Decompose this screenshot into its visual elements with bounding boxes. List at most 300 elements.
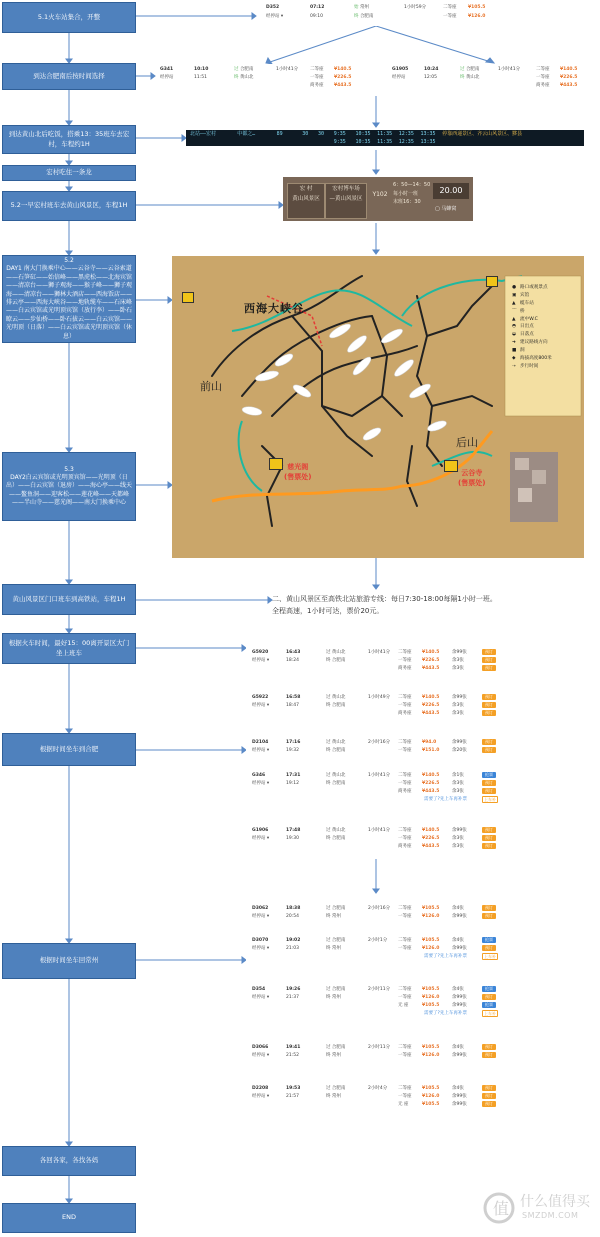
flow-step-leave-time [2, 633, 136, 664]
ticket-seat-name: 二等座 [398, 987, 412, 992]
grab-ticket-button[interactable]: 抢票 [482, 986, 496, 992]
flow-step-text: 到达合肥南后按时间选择 [33, 71, 105, 80]
legend-item [512, 323, 578, 331]
ticket-g1905 [390, 64, 594, 94]
ticket-seat-price: ¥126.0 [422, 995, 440, 1000]
ticket-seat-name: 一等座 [398, 703, 412, 708]
flow-step-text: 黄山风景区门口班车到高铁站，车程1H [12, 594, 126, 603]
ticket-arr-station: 终 常州 [326, 1053, 341, 1058]
ticket-duration: 1小时41分 [368, 650, 391, 655]
train-ticket-card[interactable] [246, 825, 506, 859]
ticket-dep-time: 16:58 [286, 695, 301, 700]
ticket-dep-station: 过 黄山北 [326, 650, 346, 655]
ticket-arr-time: 18:24 [286, 658, 299, 663]
ticket-arr-time: 18:47 [286, 703, 299, 708]
ticket-seat-remaining: 余3张 [452, 781, 464, 786]
legend-item [512, 292, 578, 300]
legend-label: 日落点 [520, 332, 534, 338]
ticket-seat-name: 一等座 [398, 1094, 412, 1099]
legend-label: 步行时间 [520, 363, 539, 369]
ticket-train-no: G346 [252, 773, 266, 778]
ticket-seat-price: ¥226.5 [422, 836, 440, 841]
ticket-office-icon [444, 460, 458, 472]
altitude-icon: ◆ [512, 356, 516, 362]
ticket-seat-name: 商务座 [398, 844, 412, 849]
ticket-seat-price: ¥105.5 [422, 1045, 440, 1050]
ticket-seat-name: 二等座 [398, 1086, 412, 1091]
ticket-seat-name: 无 座 [398, 1102, 409, 1107]
legend-label: 洞 [520, 348, 525, 354]
ticket-dep-station: 过 合肥南 [326, 987, 346, 992]
ticket-subtitle: 经停站 ▾ [252, 781, 270, 786]
bus-schedule-cell: 13:35 [420, 139, 436, 145]
ticket-seat-remaining: 余3张 [452, 789, 464, 794]
ticket-seat-remaining: 余20张 [452, 748, 467, 753]
sign-schedule: 每小时一班 [393, 190, 419, 197]
hotel-icon: ▣ [512, 292, 517, 298]
ticket-train-no: G1906 [252, 828, 269, 833]
ticket-train-no: G1905 [392, 67, 409, 72]
bus-schedule-cell [442, 139, 580, 146]
book-button[interactable]: 预订 [482, 710, 496, 716]
ticket-seat-remaining: 余99张 [452, 650, 467, 655]
legend-item [512, 331, 578, 339]
ticket-dep-time: 19:02 [286, 938, 301, 943]
train-ticket-card[interactable] [246, 1083, 506, 1117]
ticket-arr-time: 19:12 [286, 781, 299, 786]
ticket-seat-price: ¥443.5 [560, 83, 578, 88]
train-ticket-card[interactable] [246, 770, 506, 812]
sunrise-icon: ◓ [512, 324, 517, 330]
ticket-seat-price: ¥140.5 [422, 773, 440, 778]
ticket-seat-remaining: 余1张 [452, 773, 464, 778]
ticket-dep-station: 过 合肥南 [326, 938, 346, 943]
ticket-top [258, 2, 494, 26]
ticket-seat-price: ¥226.5 [422, 781, 440, 786]
ticket-dep-time: 10:10 [194, 67, 209, 72]
ticket-arr-time: 11:51 [194, 75, 207, 80]
bus-schedule-cell [302, 139, 318, 146]
flow-step-day1 [2, 255, 136, 343]
ticket-duration: 2小时16分 [368, 740, 391, 745]
flow-step-huangshan-north [2, 125, 136, 154]
legend-item [512, 355, 578, 363]
shuttle-note-line: 全程高速，1小时可达，票价20元。 [272, 606, 384, 615]
flow-step-bus-to-station [2, 584, 136, 615]
ticket-seat-remaining: 余99张 [452, 1053, 467, 1058]
ticket-arr-time: 09:10 [310, 14, 323, 19]
ticket-seat-price: ¥140.5 [334, 67, 352, 72]
bus-schedule-board [186, 130, 584, 146]
flow-step-text: 5.2一早宏村班车去黄山风景区，车程1H [10, 201, 128, 210]
book-button[interactable]: 预订 [482, 702, 496, 708]
ticket-seat-name: 一等座 [398, 914, 412, 919]
ticket-seat-price: ¥443.5 [422, 789, 440, 794]
ticket-extra-note: 需要了?先上车再补票 [424, 1011, 467, 1016]
bus-schedule-cell: 9:35 [333, 139, 346, 145]
ticket-extra-button[interactable]: 上车补 [484, 954, 496, 959]
ticket-train-no: D2104 [252, 740, 269, 745]
flow-step-text: 根据时间坐车回常州 [39, 956, 99, 965]
book-button[interactable]: 预订 [482, 694, 496, 700]
ticket-extra-note: 需要了?先上车再补票 [424, 954, 467, 959]
ticket-dep-station: 始 常州 [354, 5, 369, 10]
ticket-train-no: D354 [252, 987, 266, 992]
cable-car-icon [182, 292, 194, 303]
ticket-seat-remaining: 余4张 [452, 1086, 464, 1091]
ticket-arr-time: 12:05 [424, 75, 437, 80]
ticket-arr-station: 终 合肥南 [326, 703, 346, 708]
shuttle-note-line: 二、黄山风景区至高铁北站旅游专线：每日7:30-18:00每隔1小时一班。 [272, 595, 497, 603]
legend-item [512, 300, 578, 308]
ticket-seat-remaining: 余99张 [452, 740, 467, 745]
legend-item [512, 363, 578, 371]
ticket-seat-price: ¥443.5 [422, 666, 440, 671]
ticket-seat-name: 二等座 [443, 5, 457, 10]
ticket-seat-price: ¥140.5 [422, 695, 440, 700]
ticket-seat-name: 一等座 [398, 658, 412, 663]
legend-label: 桥 [520, 308, 525, 314]
arrow-icon: ➜ [512, 340, 516, 346]
ticket-duration: 1小时59分 [404, 5, 427, 10]
ticket-extra-note: 需要了?先上车再补票 [424, 797, 467, 802]
train-ticket-card[interactable] [246, 692, 506, 726]
ticket-seat-name: 商务座 [398, 666, 412, 671]
book-button[interactable]: 预订 [482, 843, 496, 849]
bus-schedule-cell: 30 [318, 131, 325, 137]
ticket-dep-station: 过 合肥南 [326, 906, 346, 911]
ticket-seat-name: 一等座 [310, 75, 324, 80]
ticket-arr-station: 终 常州 [326, 914, 341, 919]
book-button[interactable]: 预订 [482, 1052, 496, 1058]
book-button[interactable]: 预订 [482, 649, 496, 655]
ticket-arr-station: 终 常州 [326, 995, 341, 1000]
ticket-subtitle: 经停站 ▾ [252, 703, 270, 708]
ticket-seat-name: 一等座 [536, 75, 550, 80]
train-ticket-card[interactable] [246, 1042, 506, 1068]
ticket-seat-name: 一等座 [398, 1053, 412, 1058]
book-button[interactable]: 预订 [482, 739, 496, 745]
flow-step-gather [2, 2, 136, 33]
shuttle-note [272, 594, 497, 618]
bus-schedule-cell: 89 [276, 131, 283, 137]
sign-stop-dest: —黄山风景区 [329, 196, 363, 203]
ticket-seat-price: ¥105.5 [422, 1086, 440, 1091]
ticket-dep-station: 过 合肥南 [460, 67, 480, 72]
ticket-seat-name: 商务座 [398, 789, 412, 794]
cable-car-icon [486, 276, 498, 287]
ticket-dep-station: 过 合肥南 [326, 1045, 346, 1050]
bus-schedule-cell: 中都之… [237, 131, 256, 137]
legend-item [512, 284, 578, 292]
smzdm-watermark [482, 1187, 592, 1227]
ticket-seat-price: ¥126.0 [468, 14, 486, 19]
legend-item [512, 347, 578, 355]
ticket-seat-price: ¥105.5 [422, 987, 440, 992]
map-title: 西海大峡谷 [244, 302, 304, 315]
ticket-seat-price: ¥105.5 [422, 1003, 440, 1008]
book-button[interactable]: 预订 [482, 788, 496, 794]
flow-step-text: 5.2 DAY1 南大门换乘中心——云谷寺——云谷索道——石笋矼——始信峰——黑虎松——北海宾馆——清凉台——狮子观海——猴子峰——狮子观海——清凉台——狮林大酒店——西海饭店——排云亭——西海大峡谷——地轨缆车——石床峰——白云宾馆或光明顶宾馆（放行李）——卧石瞭云——步仙桥——卧石拔云——白云宾馆——光明顶（日落）——白云宾馆或光明顶宾馆（休息） [6, 257, 133, 340]
ticket-seat-name: 一等座 [398, 995, 412, 1000]
ticket-duration: 1小时41分 [368, 773, 391, 778]
sign-origin: 宏 村 [299, 186, 313, 192]
watermark-title: 什么值得买 [520, 1194, 590, 1210]
ticket-seat-name: 二等座 [398, 1045, 412, 1050]
grab-ticket-button[interactable]: 抢票 [482, 1002, 496, 1008]
book-button[interactable]: 预订 [482, 1044, 496, 1050]
ticket-extra-button[interactable]: 上车补 [484, 1011, 496, 1016]
flow-step-hefei-south [2, 63, 136, 90]
ticket-seat-name: 商务座 [310, 83, 324, 88]
train-ticket-card[interactable] [246, 737, 506, 763]
ticket-seat-remaining: 余3张 [452, 666, 464, 671]
ticket-seat-name: 一等座 [443, 14, 457, 19]
ticket-dep-time: 19:53 [286, 1086, 301, 1091]
ticket-duration: 2小时11分 [368, 987, 391, 992]
ticket-train-no: D2208 [252, 1086, 269, 1091]
flow-step-to-changzhou [2, 943, 136, 979]
book-button[interactable]: 预订 [482, 827, 496, 833]
ticket-seat-remaining: 余4张 [452, 987, 464, 992]
ticket-seat-price: ¥126.0 [422, 1094, 440, 1099]
ticket-arr-station: 终 合肥南 [326, 748, 346, 753]
flow-step-text: 宏村吃住一条龙 [46, 168, 92, 177]
legend-label: 日出点 [520, 324, 534, 330]
ticket-train-no: D352 [266, 5, 280, 10]
bus-schedule-cell: 10:35 [355, 139, 371, 145]
ticket-seat-remaining: 余3张 [452, 658, 464, 663]
ticket-dep-time: 17:16 [286, 740, 301, 745]
book-button[interactable]: 预订 [482, 747, 496, 753]
book-button[interactable]: 预订 [482, 913, 496, 919]
book-button[interactable]: 预订 [482, 945, 496, 951]
ticket-seat-price: ¥126.0 [422, 1053, 440, 1058]
scenic-icon: ● [512, 285, 517, 290]
ticket-train-no: D3062 [252, 906, 269, 911]
ticket-dep-station: 过 合肥南 [234, 67, 254, 72]
bus-schedule-cell: 11:35 [377, 131, 393, 137]
bus-schedule-row [186, 139, 584, 146]
legend-label: 宾馆 [520, 292, 530, 298]
ticket-seat-price: ¥226.5 [334, 75, 352, 80]
ticket-duration: 1小时41分 [498, 67, 521, 72]
huangshan-map [172, 256, 584, 558]
legend-item [512, 339, 578, 347]
ticket-seat-remaining: 余99张 [452, 1102, 467, 1107]
ticket-dep-time: 07:12 [310, 5, 325, 10]
ticket-subtitle: 经停站 ▾ [252, 748, 270, 753]
ticket-seat-remaining: 余3张 [452, 711, 464, 716]
ticket-arr-time: 21:03 [286, 946, 299, 951]
legend-label: 海拔高度800米 [520, 356, 552, 362]
sign-schedule: 6：50—14：50 [393, 182, 431, 188]
ticket-seat-name: 二等座 [536, 67, 550, 72]
ticket-seat-remaining: 余3张 [452, 844, 464, 849]
ticket-seat-price: ¥126.0 [422, 914, 440, 919]
ticket-seat-price: ¥105.5 [422, 906, 440, 911]
ticket-seat-remaining: 余99张 [452, 828, 467, 833]
bus-schedule-cell [318, 139, 334, 146]
book-button[interactable]: 预订 [482, 665, 496, 671]
ticket-seat-price: ¥140.5 [560, 67, 578, 72]
legend-item [512, 316, 578, 324]
sign-destination: 黄山风景区 [292, 196, 320, 203]
ticket-dep-station: 过 黄山北 [326, 828, 346, 833]
watermark-url: SMZDM.COM [522, 1211, 579, 1220]
train-ticket-card[interactable] [246, 935, 506, 969]
ticket-seat-name: 二等座 [398, 938, 412, 943]
ticket-seat-remaining: 余4张 [452, 906, 464, 911]
smzdm-logo-icon [482, 1191, 516, 1225]
book-button[interactable]: 预订 [482, 905, 496, 911]
ticket-seat-remaining: 余99张 [452, 695, 467, 700]
ticket-duration: 2小时4分 [368, 1086, 388, 1091]
cable-icon: ▲ [512, 300, 516, 306]
bus-schedule-cell: 13:35 [420, 131, 436, 137]
grab-ticket-button[interactable]: 抢票 [482, 772, 496, 778]
mafengwo-logo: ▢ 马蜂窝 [435, 206, 457, 212]
legend-label: 缆车站 [520, 300, 534, 306]
ticket-duration: 1小时41分 [368, 828, 391, 833]
ticket-arr-time: 21:52 [286, 1053, 299, 1058]
ticket-seat-remaining: 余99张 [452, 1003, 467, 1008]
gate-ciguang: 慈光阁 (售票处) [284, 463, 312, 481]
ticket-seat-name: 二等座 [310, 67, 324, 72]
sign-schedule: 末班16：30 [393, 199, 421, 205]
sunset-icon: ◒ [512, 332, 517, 338]
train-ticket-card[interactable] [246, 903, 506, 929]
ticket-seat-name: 一等座 [398, 781, 412, 786]
book-button[interactable]: 预订 [482, 657, 496, 663]
ticket-seat-price: ¥443.5 [422, 711, 440, 716]
ticket-subtitle: 经停站 [160, 75, 174, 80]
map-label-back: 后山 [456, 436, 478, 449]
book-button[interactable]: 预订 [482, 835, 496, 841]
ticket-arr-time: 21:57 [286, 1094, 299, 1099]
flow-step-text: 到达黄山北后吃饭，搭乘13：35班车去宏村，车程约1H [8, 130, 130, 148]
book-button[interactable]: 预订 [482, 994, 496, 1000]
ticket-subtitle: 经停站 ▾ [252, 836, 270, 841]
ticket-subtitle: 经停站 ▾ [252, 1053, 270, 1058]
ticket-arr-station: 终 合肥南 [354, 14, 374, 19]
bridge-icon: ⌒ [512, 308, 517, 314]
ticket-seat-name: 二等座 [398, 650, 412, 655]
time-icon: ⇢ [512, 363, 516, 369]
ticket-seat-name: 二等座 [398, 740, 412, 745]
flow-step-text: END [62, 1213, 76, 1222]
ticket-arr-time: 20:54 [286, 914, 299, 919]
ticket-seat-remaining: 余3张 [452, 703, 464, 708]
train-ticket-card[interactable] [246, 647, 506, 681]
ticket-train-no: G5922 [252, 695, 269, 700]
ticket-dep-station: 过 黄山北 [326, 695, 346, 700]
bus-schedule-cell: 停靠西递景区、齐云山风景区、黟县 [442, 131, 523, 137]
ticket-arr-station: 终 黄山北 [234, 75, 254, 80]
ticket-dep-time: 10:24 [424, 67, 439, 72]
ticket-seat-remaining: 余99张 [452, 995, 467, 1000]
legend-label: 流中W.C [520, 316, 538, 322]
ticket-seat-price: ¥105.5 [422, 938, 440, 943]
cave-icon: ■ [512, 348, 517, 354]
bus-schedule-cell [277, 139, 303, 146]
ticket-subtitle: 经停站 ▾ [266, 14, 284, 19]
ticket-seat-remaining: 余99张 [452, 914, 467, 919]
ticket-arr-station: 终 常州 [326, 946, 341, 951]
map-label-front: 前山 [200, 380, 222, 393]
book-button[interactable]: 预订 [482, 1085, 496, 1091]
flow-step-to-hefei [2, 733, 136, 766]
ticket-dep-station: 过 黄山北 [326, 740, 346, 745]
ticket-train-no: G341 [160, 67, 174, 72]
ticket-seat-price: ¥443.5 [334, 83, 352, 88]
book-button[interactable]: 预订 [482, 1093, 496, 1099]
ticket-seat-price: ¥226.5 [560, 75, 578, 80]
ticket-subtitle: 经停站 [392, 75, 406, 80]
sign-route-no: Y102 [372, 191, 388, 198]
ticket-seat-price: ¥126.0 [422, 946, 440, 951]
flow-step-day2 [2, 452, 136, 521]
ticket-subtitle: 经停站 ▾ [252, 946, 270, 951]
sign-stop: 宏村博车场 [332, 186, 360, 192]
ticket-office-icon [269, 458, 283, 470]
ticket-subtitle: 经停站 ▾ [252, 1094, 270, 1099]
ticket-dep-time: 19:26 [286, 987, 301, 992]
ticket-seat-remaining: 余99张 [452, 946, 467, 951]
ticket-seat-price: ¥94.0 [422, 740, 437, 745]
ticket-seat-price: ¥443.5 [422, 844, 440, 849]
ticket-dep-time: 16:43 [286, 650, 301, 655]
ticket-arr-station: 终 合肥南 [326, 658, 346, 663]
book-button[interactable]: 预订 [482, 1101, 496, 1107]
ticket-seat-name: 一等座 [398, 836, 412, 841]
ticket-seat-price: ¥140.5 [422, 828, 440, 833]
ticket-seat-name: 商务座 [536, 83, 550, 88]
ticket-arr-station: 终 合肥南 [326, 836, 346, 841]
ticket-duration: 1小时41分 [276, 67, 299, 72]
grab-ticket-button[interactable]: 抢票 [482, 937, 496, 943]
flow-step-text: 各回各家，各找各妈 [39, 1156, 99, 1165]
ticket-seat-name: 无 座 [398, 1003, 409, 1008]
ticket-arr-time: 19:30 [286, 836, 299, 841]
flow-step-text: 根据时间坐车到合肥 [39, 744, 99, 753]
gate-yungu: 云谷寺 (售票处) [458, 469, 486, 487]
ticket-train-no: D3070 [252, 938, 269, 943]
ticket-seat-name: 一等座 [398, 946, 412, 951]
flow-step-text: 5.3 DAY2白云宾馆或光明顶宾馆——光明顶（日出）——白云宾馆（退房）——海心亭——线天——鳌鱼洞——迎客松——莲花峰——天都峰——半山寺——慈光阁——南大门换乘中心 [6, 465, 133, 507]
ticket-subtitle: 经停站 ▾ [252, 658, 270, 663]
train-ticket-card[interactable] [246, 984, 506, 1026]
flow-step-to-scenic-area [2, 191, 136, 221]
ticket-seat-price: ¥226.5 [422, 658, 440, 663]
ticket-duration: 2小时11分 [368, 1045, 391, 1050]
flow-step-text: 5.1火车站集合，开整 [37, 12, 101, 21]
flow-step-end [2, 1203, 136, 1233]
sign-price: 20.00 [433, 183, 469, 199]
bus-schedule-cell: 9:35 [333, 131, 346, 137]
ticket-seat-price: ¥105.5 [468, 5, 486, 10]
ticket-extra-button[interactable]: 上车补 [484, 797, 496, 802]
map-legend [512, 284, 578, 371]
ticket-seat-remaining: 余4张 [452, 1045, 464, 1050]
ticket-g341 [158, 64, 372, 94]
legend-item [512, 308, 578, 316]
ticket-seat-remaining: 余4张 [452, 938, 464, 943]
ticket-arr-station: 终 黄山北 [460, 75, 480, 80]
ticket-arr-time: 21:37 [286, 995, 299, 1000]
ticket-dep-time: 18:38 [286, 906, 301, 911]
book-button[interactable]: 预订 [482, 780, 496, 786]
